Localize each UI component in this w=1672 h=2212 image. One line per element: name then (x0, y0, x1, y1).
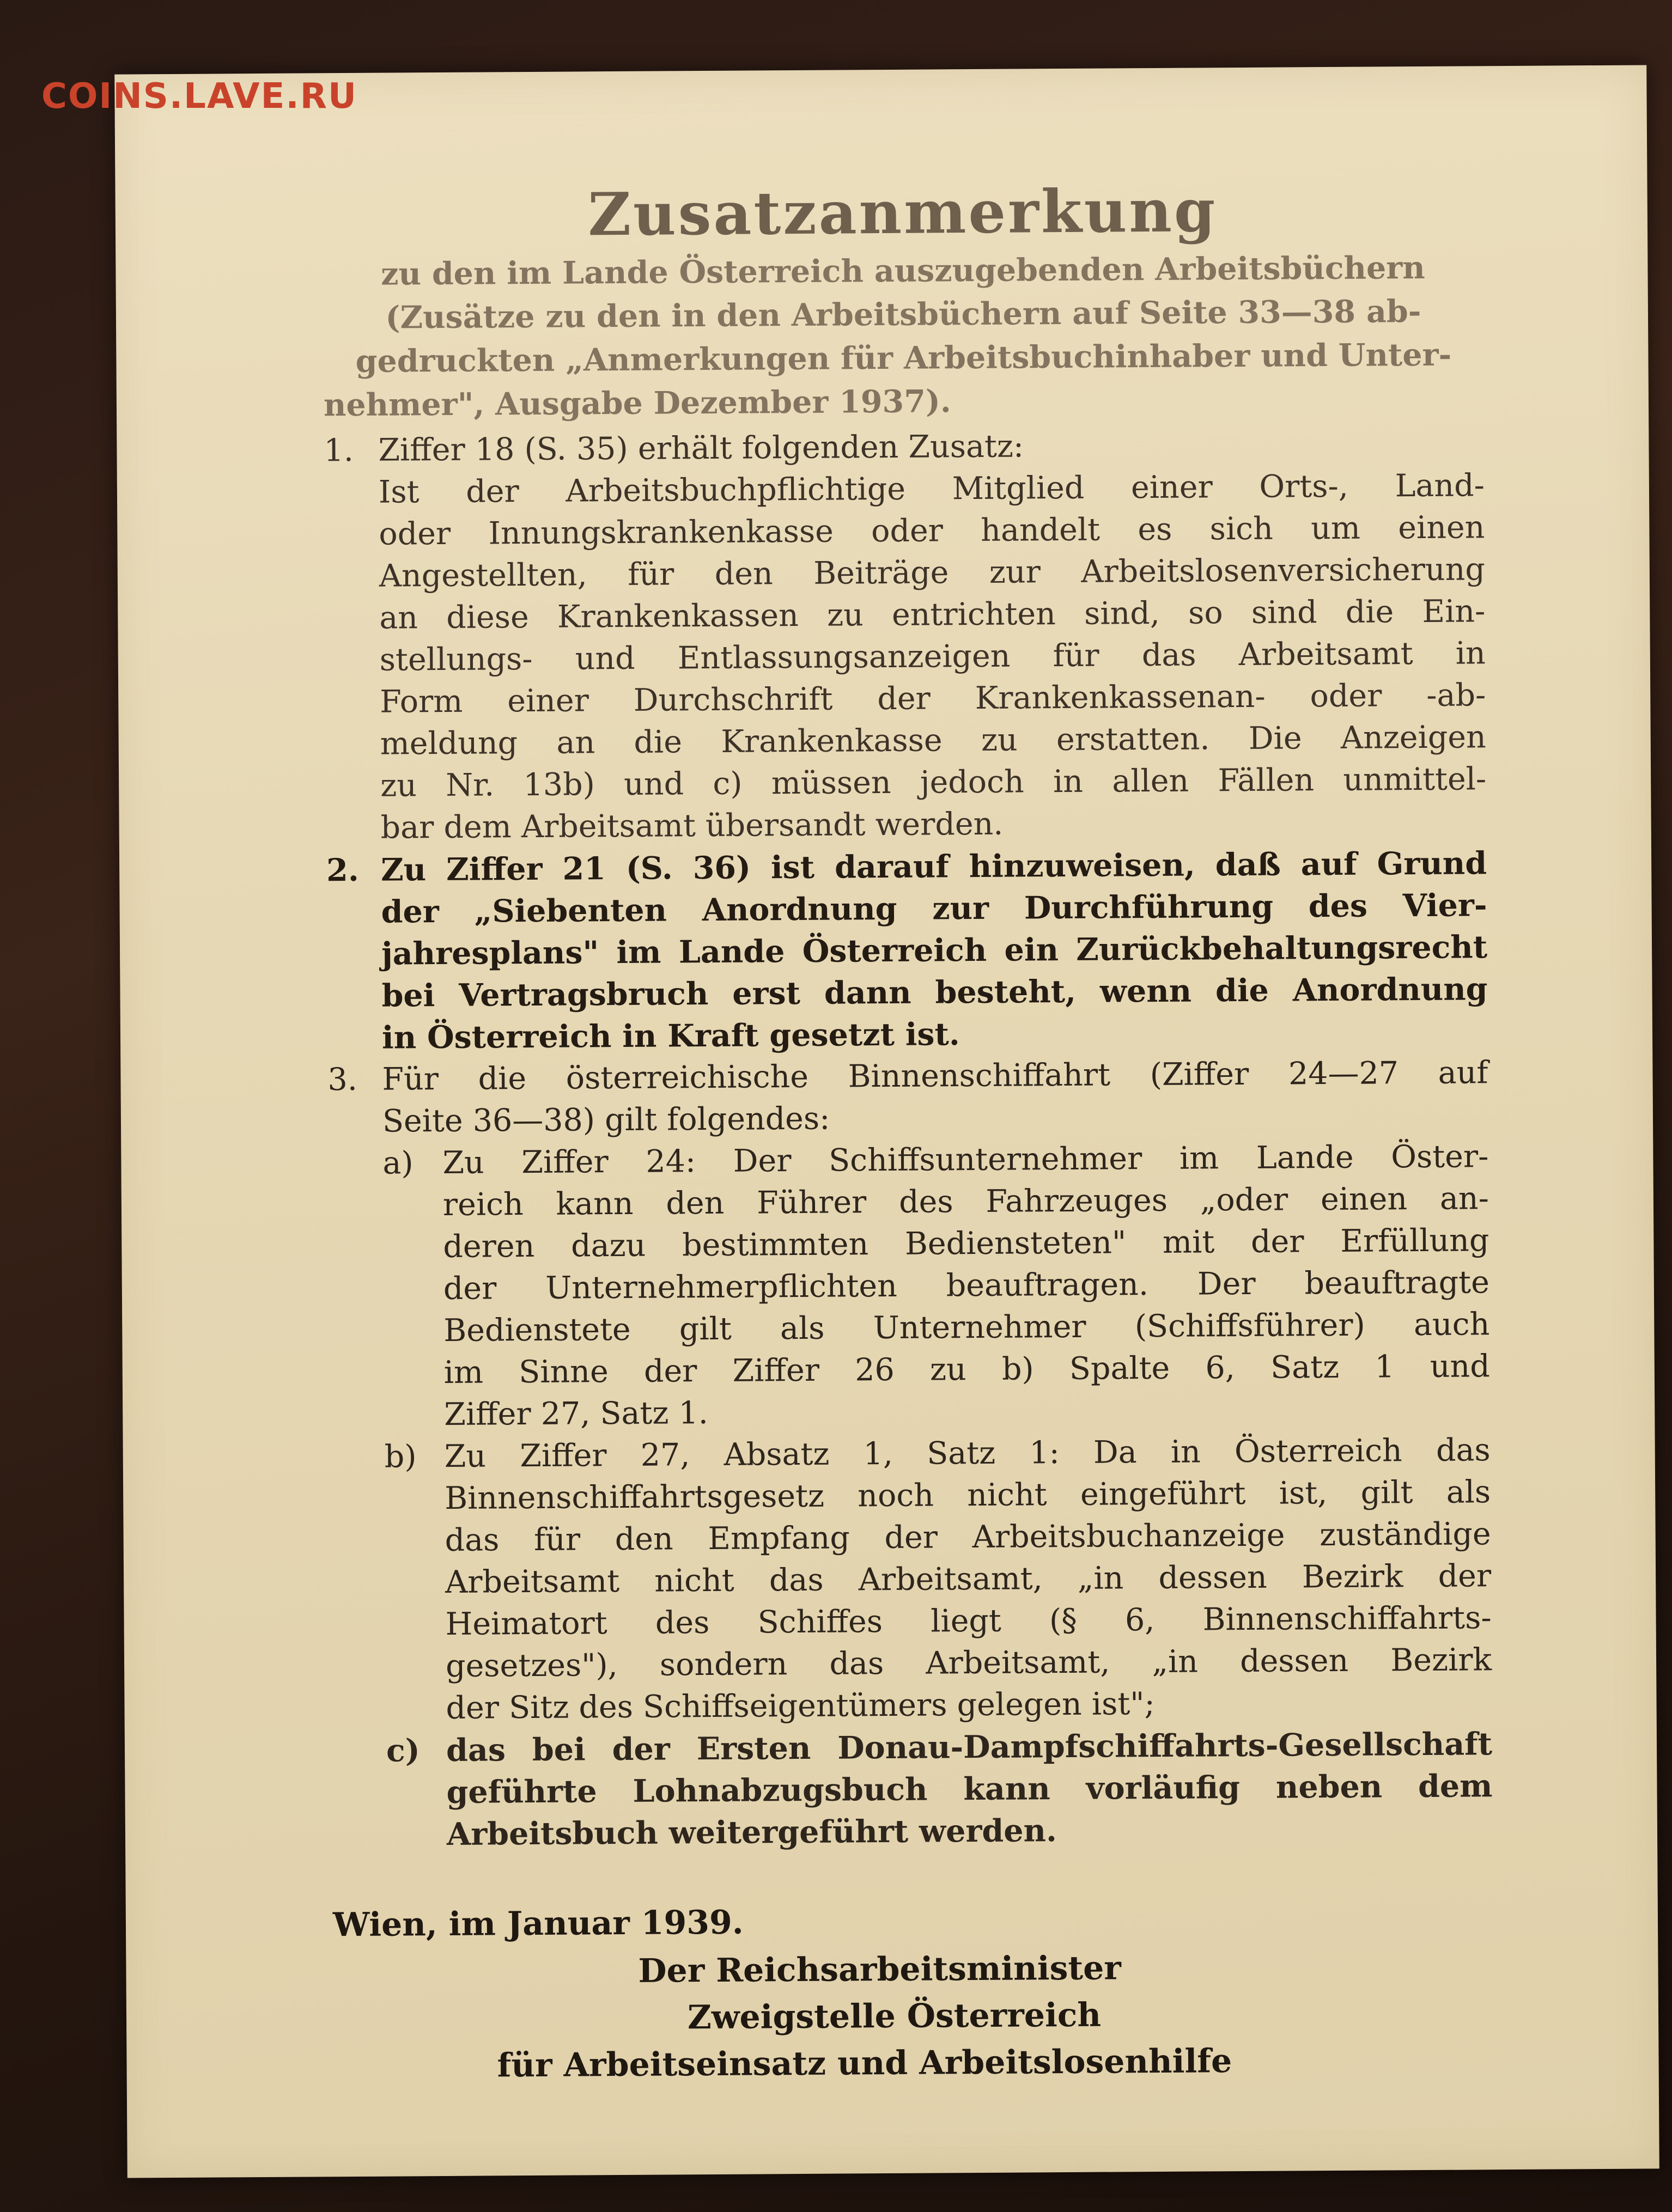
place-date: Wien, im Januar 1939. (332, 1903, 744, 1945)
signature-line: Der Reichsarbeitsminister (638, 1949, 1122, 1990)
subitem-line: Zu Ziffer 24: Der Schiffsunternehmer im Lande Öster- (442, 1138, 1489, 1181)
subitem-line: im Sinne der Ziffer 26 zu b) Spalte 6, Satz 1 und (443, 1348, 1490, 1391)
item-line: Für die österreichische Binnenschiffahrt (Ziffer 24—27 auf (382, 1055, 1488, 1098)
item-line: zu Nr. 13b) und c) müssen jedoch in allen Fällen unmittel- (380, 761, 1487, 804)
item-3 (327, 1052, 1493, 1856)
subitem-letter: a) (382, 1145, 414, 1181)
signature-block (497, 1942, 1511, 2088)
document-subtitle (323, 246, 1484, 427)
item-line: Ziffer 18 (S. 35) erhält folgenden Zusatz: (378, 428, 1024, 468)
subitem-line: Arbeitsbuch weitergeführt werden. (446, 1812, 1057, 1853)
item-line: stellungs- und Entlassungsanzeigen für das Arbeitsamt in (379, 635, 1486, 678)
subtitle-line: zu den im Lande Österreich auszugebenden Arbeitsbüchern (380, 249, 1425, 293)
item-line: bei Vertragsbruch erst dann besteht, wenn die Anordnung (381, 971, 1488, 1014)
item-number: 3. (327, 1061, 358, 1098)
subitem-line: gesetzes"), sondern das Arbeitsamt, „in dessen Bezirk (445, 1642, 1492, 1684)
document-title: Zusatzanmerkung (587, 176, 1218, 249)
subitem-line: das bei der Ersten Donau-Dampfschiffahrts-Gesellschaft (446, 1726, 1493, 1769)
subitem-line: Arbeitsamt nicht das Arbeitsamt, „in dessen Bezirk der (445, 1558, 1492, 1600)
item-line: an diese Krankenkassen zu entrichten sind, so sind die Ein- (379, 593, 1486, 636)
subitem-line: der Unternehmerpflichten beauftragen. Der beauftragte (443, 1264, 1490, 1307)
subitem-a (382, 1136, 1490, 1436)
subitem-line: deren dazu bestimmten Bediensteten" mit der Erfüllung (443, 1222, 1489, 1265)
subitem-line: Bedienstete gilt als Unternehmer (Schiffsführer) auch (443, 1306, 1490, 1349)
subitem-letter: c) (386, 1732, 420, 1769)
numbered-items (324, 423, 1493, 1856)
item-line: Zu Ziffer 21 (S. 36) ist darauf hinzuweisen, daß auf Grund (380, 845, 1487, 888)
subitem-line: reich kann den Führer des Fahrzeuges „oder einen an- (442, 1180, 1489, 1223)
subitem-line: Ziffer 27, Satz 1. (444, 1395, 709, 1433)
item-line: der „Siebenten Anordnung zur Durchführung des Vier- (381, 887, 1487, 930)
subtitle-line: (Zusätze zu den in den Arbeitsbüchern auf Seite 33—38 ab- (385, 293, 1421, 336)
item-1 (324, 423, 1487, 849)
subtitle-line: gedruckten „Anmerkungen für Arbeitsbuchinhaber und Unter- (355, 336, 1452, 380)
subitem-line: der Sitz des Schiffseigentümers gelegen ist"; (446, 1686, 1155, 1726)
watermark: COINS.LAVE.RU (41, 76, 357, 117)
document-sheet (114, 65, 1659, 2178)
signature-line: für Arbeitseinsatz und Arbeitslosenhilfe (497, 2042, 1232, 2085)
subitem-line: Zu Ziffer 27, Absatz 1, Satz 1: Da in Österreich das (444, 1432, 1491, 1474)
subtitle-line: nehmer", Ausgabe Dezember 1937). (323, 383, 951, 424)
item-line: Seite 36—38) gilt folgendes: (382, 1100, 830, 1139)
item-line: oder Innungskrankenkasse oder handelt es sich um einen (379, 509, 1485, 552)
item-line: jahresplans" im Lande Österreich ein Zurückbehaltungsrecht (381, 929, 1488, 972)
subitem-line: geführte Lohnabzugsbuch kann vorläufig neben dem (446, 1768, 1493, 1811)
subitem-letter: b) (384, 1439, 417, 1475)
signature-line: Zweigstelle Österreich (687, 1996, 1102, 2037)
item-number: 1. (324, 432, 354, 469)
subitem-c (386, 1723, 1493, 1855)
subitem-line: das für den Empfang der Arbeitsbuchanzeige zuständige (445, 1516, 1491, 1558)
item-line: bar dem Arbeitsamt übersandt werden. (380, 806, 1004, 846)
subitem-line: Heimatort des Schiffes liegt (§ 6, Binnenschiffahrts- (445, 1600, 1492, 1642)
document-text (321, 66, 1493, 2085)
item-line: Angestellten, für den Beiträge zur Arbeitslosenversicherung (379, 551, 1486, 594)
item-line: Ist der Arbeitsbuchpflichtige Mitglied einer Orts-, Land- (378, 467, 1485, 510)
item-line: in Österreich in Kraft gesetzt ist. (381, 1016, 960, 1056)
subitem-b (385, 1429, 1492, 1729)
item-line: Form einer Durchschrift der Krankenkassenan- oder -ab- (380, 677, 1486, 720)
item-number: 2. (326, 851, 359, 889)
item-line: meldung an die Krankenkasse zu erstatten. Die Anzeigen (380, 719, 1486, 762)
subitem-line: Binnenschiffahrtsgesetz noch nicht eingeführt ist, gilt als (445, 1474, 1491, 1516)
item-2 (326, 842, 1488, 1059)
